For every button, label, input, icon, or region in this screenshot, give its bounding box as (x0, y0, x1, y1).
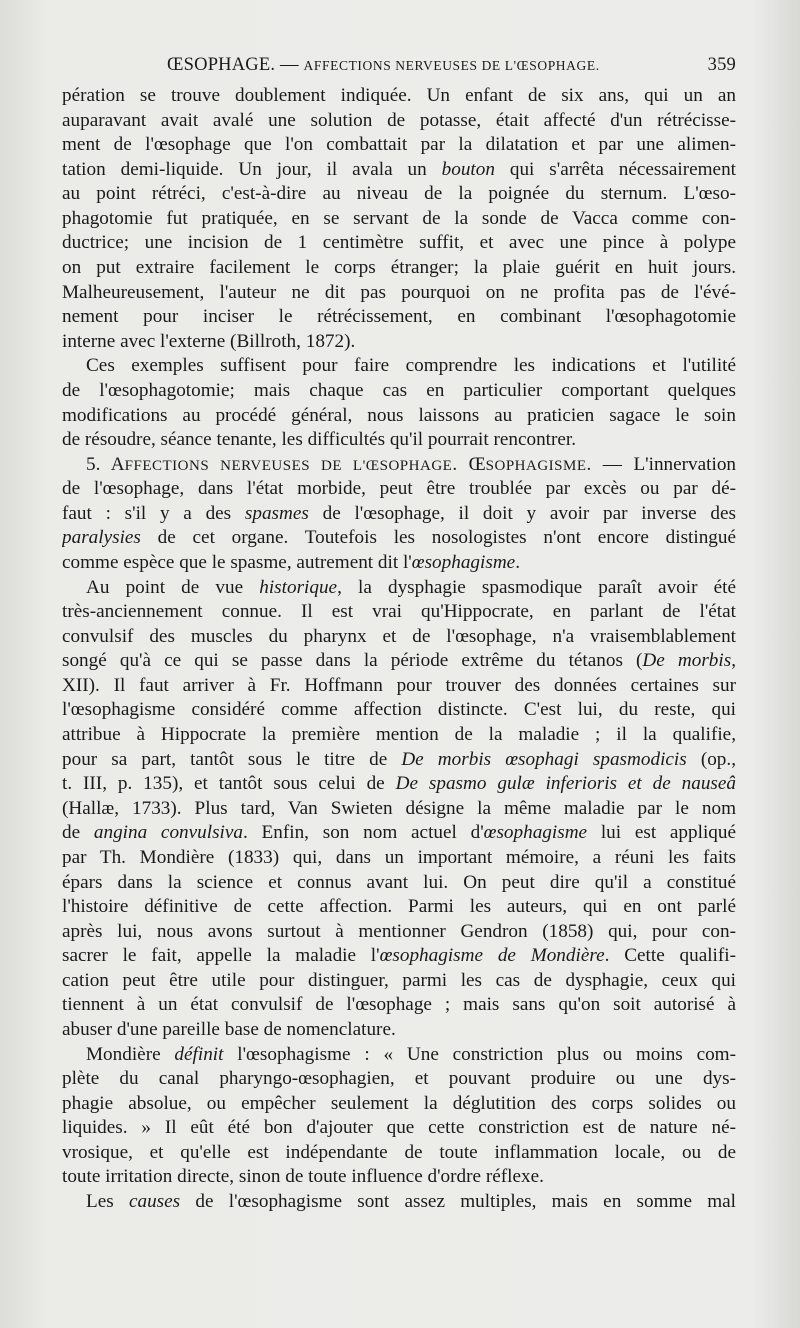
text-segment: on put extraire facilement le corps étranger; la plaie guérit en huit jours. (62, 257, 736, 279)
text-segment: cation peut être utile pour distinguer, parmi les cas de dysphagie, ceux qui (62, 969, 736, 991)
text-line (62, 453, 736, 478)
text-line (62, 182, 736, 207)
text-line (62, 698, 736, 723)
text-segment: XII). Il faut arriver à Fr. Hoffmann pour trouver des données certaines sur (62, 674, 736, 696)
text-line (62, 944, 736, 969)
text-line (62, 526, 736, 551)
text-line (62, 551, 736, 576)
text-segment: après lui, nous avons surtout à mentionner Gendron (1858) qui, pour con- (62, 920, 736, 942)
text-line (62, 920, 736, 945)
text-segment: l'histoire définitive de cette affection. Parmi les auteurs, qui en ont parlé (62, 896, 736, 918)
text-segment: convulsif des muscles du pharynx et de l'œsophage, n'a vraisemblablement (62, 625, 736, 647)
text-segment: t. III, p. 135), et tantôt sous celui de (62, 773, 396, 795)
italic-text: spasmes (244, 502, 309, 524)
text-segment: , la dysphagie spasmodique paraît avoir été (337, 576, 736, 598)
text-segment: Les (86, 1191, 129, 1213)
text-line (62, 1190, 736, 1215)
text-segment: très-anciennement connue. Il est vrai qu'Hippocrate, en parlant de l'état (62, 601, 736, 623)
text-line (62, 158, 736, 183)
text-line (62, 256, 736, 281)
text-segment: épars dans la science et connus avant lui. On peut dire qu'il a constitué (62, 871, 736, 893)
text-segment: songé qu'à ce qui se passe dans la période extrême du tétanos ( (62, 650, 643, 672)
text-segment: Au point de vue (86, 576, 260, 598)
text-line (62, 748, 736, 773)
text-segment: attribue à Hippocrate la première mention de la maladie ; il la qualifie, (62, 724, 736, 746)
text-segment: , (731, 650, 736, 672)
text-segment: tation demi-liquide. Un jour, il avala un (62, 158, 442, 180)
italic-text: bouton (441, 158, 495, 180)
text-segment: phagotomie fut pratiquée, en se servant de la sonde de Vacca comme con- (62, 207, 736, 229)
text-segment: . Œ (452, 453, 486, 475)
text-segment: toute irritation directe, sinon de toute influence d'ordre réflexe. (62, 1166, 544, 1188)
text-line (62, 109, 736, 134)
italic-text: De morbis (642, 650, 732, 672)
text-line (62, 993, 736, 1018)
text-line (62, 576, 736, 601)
text-segment: 5. A (86, 453, 125, 475)
text-segment: nement pour inciser le rétrécissement, en combinant l'œsophagotomie (62, 306, 736, 328)
text-segment: qui s'arrêta nécessairement (494, 158, 736, 180)
text-segment: de l'œsophage, il doit y avoir par inverse des (308, 502, 736, 524)
italic-text: paralysies (62, 527, 141, 549)
text-segment: . Cette qualifi- (604, 945, 736, 967)
text-line (62, 625, 736, 650)
text-line (62, 649, 736, 674)
text-line (62, 772, 736, 797)
text-segment: . Enfin, son nom actuel d' (243, 822, 484, 844)
text-segment: comme espèce que le spasme, autrement dit l' (62, 551, 412, 573)
text-line (62, 133, 736, 158)
text-segment: de l'œsophagotomie; mais chaque cas en particulier comportant quelques (62, 379, 736, 401)
italic-text: œsophagisme (483, 822, 588, 844)
text-line (62, 969, 736, 994)
text-line (62, 1116, 736, 1141)
text-segment: de cet organe. Toutefois les nosologistes n'ont encore distingué (140, 527, 736, 549)
text-segment: modifications au procédé général, nous laissons au praticien sagace le soin (62, 404, 736, 426)
text-segment: de (62, 822, 94, 844)
text-segment: abuser d'une pareille base de nomenclature. (62, 1018, 396, 1040)
body-text (62, 84, 736, 1215)
italic-text: historique (259, 576, 338, 598)
text-line (62, 354, 736, 379)
text-segment: auparavant avait avalé une solution de potasse, était affecté d'un rétrécisse- (62, 109, 736, 131)
text-segment: pour sa part, tantôt sous le titre de (62, 748, 402, 770)
text-line (62, 231, 736, 256)
italic-text: angina convulsiva (93, 822, 243, 844)
italic-text: œsophagisme de Mondière (379, 945, 605, 967)
text-segment: . — L'innervation (586, 453, 736, 475)
text-segment: par Th. Mondière (1833) qui, dans un important mémoire, a réuni les faits (62, 846, 736, 868)
text-segment: pération se trouve doublement indiquée. Un enfant de six ans, qui un an (62, 85, 736, 106)
text-line (62, 1092, 736, 1117)
italic-text: causes (128, 1191, 181, 1213)
text-line (62, 379, 736, 404)
text-segment: interne avec l'externe (Billroth, 1872). (62, 330, 356, 352)
text-line (62, 1043, 736, 1068)
italic-text: De morbis œsophagi spasmodicis (401, 748, 687, 770)
text-line (62, 404, 736, 429)
text-segment: plète du canal pharyngo-œsophagien, et pouvant produire ou une dys- (62, 1068, 736, 1090)
text-segment: vrosique, et qu'elle est indépendante de toute inflammation locale, ou de (62, 1141, 736, 1163)
text-line (62, 502, 736, 527)
text-segment: tiennent à un état convulsif de l'œsophage ; mais sans qu'on soit autorisé à (62, 994, 736, 1016)
text-segment: de l'œsophage, dans l'état morbide, peut être troublée par excès ou par dé- (62, 478, 736, 500)
text-line (62, 1018, 736, 1043)
text-segment: phagie absolue, ou empêcher seulement la déglutition des corps solides ou (62, 1092, 736, 1114)
page-number: 359 (707, 55, 736, 75)
text-line (62, 1165, 736, 1190)
text-segment: (Hallæ, 1733). Plus tard, Van Swieten désigne la même maladie par le nom (62, 797, 736, 819)
text-line (62, 428, 736, 453)
small-caps-text: FFECTIONS NERVEUSES DE L'ŒSOPHAGE (124, 457, 453, 474)
text-segment: l'œsophagisme : « Une constriction plus ou moins com- (223, 1043, 736, 1065)
text-line (62, 1141, 736, 1166)
italic-text: De spasmo gulæ inferioris et de nauseâ (395, 773, 736, 795)
text-segment: Malheureusement, l'auteur ne dit pas pourquoi on ne profita pas de l'évé- (62, 281, 736, 303)
text-line (62, 600, 736, 625)
text-line (62, 281, 736, 306)
text-line (62, 1067, 736, 1092)
text-segment: au point rétréci, c'est-à-dire au niveau de la poignée du sternum. L'œso- (62, 183, 736, 205)
italic-text: définit (174, 1043, 224, 1065)
text-segment: faut : s'il y a des (62, 502, 245, 524)
text-line (62, 305, 736, 330)
text-segment: lui est appliqué (587, 822, 736, 844)
text-line (62, 846, 736, 871)
text-segment: ductrice; une incision de 1 centimètre suffit, et avec une pince à polype (62, 232, 736, 254)
text-line (62, 674, 736, 699)
running-head (167, 55, 600, 76)
text-segment: liquides. » Il eût été bon d'ajouter que cette constriction est de nature né- (62, 1117, 736, 1139)
text-line (62, 797, 736, 822)
italic-text: œsophagisme (411, 551, 516, 573)
text-line (62, 84, 736, 109)
text-segment: . (515, 551, 520, 573)
text-segment: Mondière (86, 1043, 175, 1065)
text-segment: sacrer le fait, appelle la maladie l' (62, 945, 380, 967)
text-line (62, 477, 736, 502)
running-head-main: ŒSOPHAGE. — (167, 55, 304, 75)
text-line (62, 895, 736, 920)
text-line (62, 821, 736, 846)
text-segment: (op., (686, 748, 736, 770)
text-segment: ment de l'œsophage que l'on combattait par la dilatation et par une alimen- (62, 134, 736, 156)
small-caps-text: SOPHAGISME (485, 457, 587, 474)
page-header (62, 55, 736, 81)
text-line (62, 207, 736, 232)
text-line (62, 723, 736, 748)
text-segment: l'œsophagisme considéré comme affection distincte. C'est lui, du reste, qui (62, 699, 736, 721)
text-segment: de l'œsophagisme sont assez multiples, mais en somme mal (180, 1191, 736, 1213)
text-segment: Ces exemples suffisent pour faire comprendre les indications et l'utilité (86, 355, 736, 377)
text-segment: de résoudre, séance tenante, les difficultés qu'il pourrait rencontrer. (62, 429, 577, 451)
running-head-section: AFFECTIONS NERVEUSES DE L'ŒSOPHAGE. (303, 58, 600, 73)
text-line (62, 330, 736, 355)
text-line (62, 871, 736, 896)
